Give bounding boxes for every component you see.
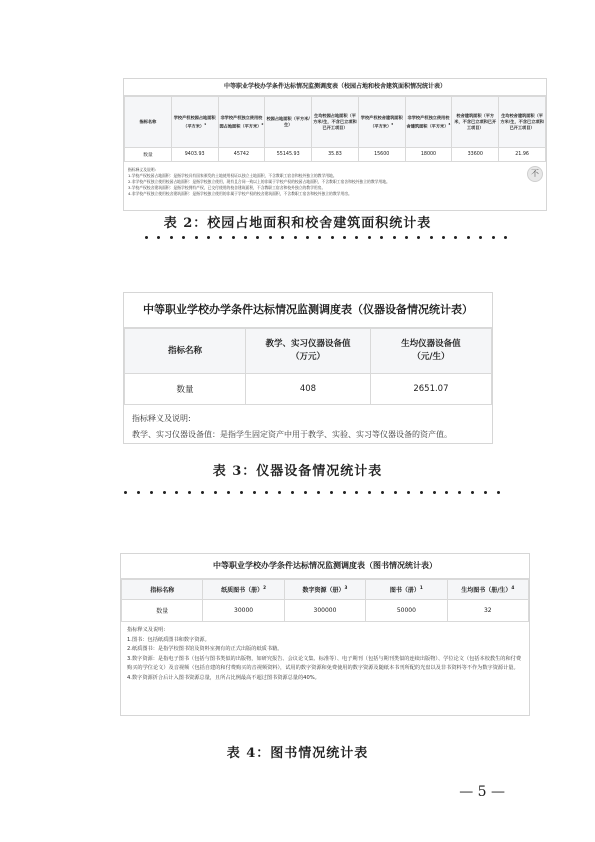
separator-dot — [170, 236, 173, 239]
separator-dot — [278, 491, 281, 494]
table-row — [122, 600, 529, 622]
table2-header: 非学校产权独立使用校园占地面积（平方米）$^2$ — [218, 97, 265, 148]
separator-dot — [484, 491, 487, 494]
separator-dot — [163, 491, 166, 494]
table4-note-line: 3.数字资源：是指电子图书（包括与图书类似的出版物，如研究报告、会议论文集、标准等）、电子期刊（包括与期刊类似的连续出版物）、学位论文（包括本校教生的和付费购买的学位论文）及音视频（包括自建的和付费购买的音视频资料），试用的数字资源和免费使用的数字资源及随纸本书刊所配的光盘以及非书资料等不作为数字资源计量。 — [127, 655, 522, 671]
separator-dot — [232, 236, 235, 239]
separator-dot — [479, 236, 482, 239]
table2-cell: 9403.93 — [171, 148, 218, 162]
table2-header: 指标名称 — [125, 97, 172, 148]
table3-cell: 数量 — [125, 374, 246, 405]
separator-dot — [497, 491, 500, 494]
table4-cell: 32 — [447, 600, 528, 622]
table2-header: 学校产权校园占地面积（平方米）$^1$ — [171, 97, 218, 148]
separator-dot — [195, 236, 198, 239]
table2-header: 生均校园占地面积（平方米/生，不含已立项和已开工项目） — [312, 97, 359, 148]
table2-header: 生均校舍建筑面积（平方米/生，不含已立项和已开工项目） — [499, 97, 546, 148]
table4-header: 生均图书（册/生）$^4$ — [447, 580, 528, 600]
table3-caption: 表 3：仪器设备情况统计表 — [212, 464, 383, 479]
separator-dot — [381, 491, 384, 494]
table2-grid — [124, 96, 546, 162]
separator-dot — [504, 236, 507, 239]
separator-dot — [492, 236, 495, 239]
table2-header: 校舍建筑面积（平方米，不含已立项和已开工项目） — [452, 97, 499, 148]
separator-dot — [405, 236, 408, 239]
separator-dot — [380, 236, 383, 239]
separator-dot — [368, 236, 371, 239]
table3-title: 中等职业学校办学条件达标情况监测调度表（仪器设备情况统计表） — [124, 293, 492, 328]
table2-cell: 35.83 — [312, 148, 359, 162]
separator-dot — [445, 491, 448, 494]
table3-header: 教学、实习仪器设备值 （万元） — [246, 329, 371, 374]
separator-dot — [256, 236, 259, 239]
separator-dot — [291, 491, 294, 494]
separator-dot — [227, 491, 230, 494]
separator-dot — [343, 236, 346, 239]
separator-dot — [281, 236, 284, 239]
table4-notes — [121, 622, 529, 683]
separator-dot — [355, 236, 358, 239]
table2-header: 学校产权校舍建筑面积（平方米）$^3$ — [358, 97, 405, 148]
table4-cell: 数量 — [122, 600, 203, 622]
table4-note-line: 2.纸质图书：是指学校图书馆及资料室拥有的正式出版的纸质书籍。 — [127, 646, 283, 652]
separator-dot — [393, 236, 396, 239]
table4-header: 数字资源（册）$^3$ — [284, 580, 365, 600]
table3-header: 生均仪器设备值 （元/生） — [370, 329, 491, 374]
table4-header: 图书（册）$^1$ — [366, 580, 447, 600]
separator-dot — [188, 491, 191, 494]
separator-dot — [145, 236, 148, 239]
table4-cell: 300000 — [284, 600, 365, 622]
separator-dot — [265, 491, 268, 494]
table4-grid — [121, 579, 529, 622]
table2-note-line: 4.非学校产权独立使用校舍建筑面积：是指学校独立使用的非属于学校产权的校舍建筑面积，不含教职工宿舍和校外独立的教学用房。 — [128, 191, 352, 196]
separator-dot — [157, 236, 160, 239]
table4-caption: 表 4：图书情况统计表 — [226, 746, 369, 761]
separator-dot — [471, 491, 474, 494]
table4-title: 中等职业学校办学条件达标情况监测调度表（图书情况统计表） — [121, 554, 529, 579]
separator-dot — [304, 491, 307, 494]
table4-header: 指标名称 — [122, 580, 203, 600]
table3-notes — [124, 405, 492, 443]
separator-dot — [318, 236, 321, 239]
separator-dot — [182, 236, 185, 239]
table3-panel — [123, 292, 493, 444]
separator-dot — [417, 236, 420, 239]
table2-header: 校园占地面积（平方米/生） — [265, 97, 312, 148]
table-row — [125, 148, 546, 162]
table3-grid — [124, 328, 492, 405]
separator-dot — [294, 236, 297, 239]
separator-dot — [407, 491, 410, 494]
separator-dot — [430, 236, 433, 239]
separator-dot — [433, 491, 436, 494]
table4-note-line: 1.图书：包括纸质图书和数字资源。 — [127, 636, 210, 643]
separator-dot — [368, 491, 371, 494]
table2-note-line: 2.非学校产权独立使用校园占地面积：是指学校独立使用，现有且合同一致以上的非属于学校产权的校园占地面积，不含教职工宿舍和校外独立的教学用地。 — [128, 179, 390, 184]
scroll-top-button[interactable]: 不 — [527, 166, 543, 182]
table4-cell: 30000 — [203, 600, 284, 622]
separator-dot — [442, 236, 445, 239]
table4-note-line: 指标释义及说明: — [127, 627, 166, 633]
table4-note-line: 4.数字资源折合后计入图书资源总量，且所占比例最高不超过图书资源总量的40%。 — [127, 674, 320, 681]
table2-caption: 表 2：校园占地面积和校舍建筑面积统计表 — [163, 216, 432, 231]
table2-note-line: 指标释义及说明: — [128, 167, 156, 172]
dotted-separator — [124, 491, 500, 494]
separator-dot — [454, 236, 457, 239]
table4-cell: 50000 — [366, 600, 447, 622]
separator-dot — [175, 491, 178, 494]
table3-header-row — [125, 329, 492, 374]
table3-header: 指标名称 — [125, 329, 246, 374]
separator-dot — [150, 491, 153, 494]
separator-dot — [244, 236, 247, 239]
table2-note-line: 3.学校产权校舍建筑面积：是指学校拥有产权，已交付使用的校舍建筑面积，不含教职工宿舍和校外独立的教学用房。 — [128, 185, 326, 190]
table2-cell: 33600 — [452, 148, 499, 162]
separator-dot — [343, 491, 346, 494]
table3-note-line: 教学、实习仪器设备值：是指学生固定资产中用于教学、实验、实习等仪器设备的资产值。 — [132, 430, 452, 439]
table2-cell: 15600 — [358, 148, 405, 162]
separator-dot — [458, 491, 461, 494]
table2-cell: 数量 — [125, 148, 172, 162]
table-row — [125, 374, 492, 405]
table2-cell: 55145.93 — [265, 148, 312, 162]
table2-cell: 21.96 — [499, 148, 546, 162]
separator-dot — [467, 236, 470, 239]
table2-note-line: 1.学校产权校园占地面积：是指学校具有国家颁发的土地使用权证以独立土地面积，不含教职工宿舍和校外独立的教学用地。 — [128, 173, 337, 178]
table2-header: 非学校产权独立使用校舍建筑面积（平方米）$^4$ — [405, 97, 452, 148]
table2-notes — [124, 162, 546, 197]
page-number: — 5 — — [459, 784, 505, 800]
separator-dot — [207, 236, 210, 239]
table3-note-line: 指标释义及说明: — [132, 414, 191, 423]
separator-dot — [219, 236, 222, 239]
separator-dot — [394, 491, 397, 494]
table3-cell: 408 — [246, 374, 371, 405]
separator-dot — [331, 236, 334, 239]
table3-cell: 2651.07 — [370, 374, 491, 405]
separator-dot — [201, 491, 204, 494]
separator-dot — [240, 491, 243, 494]
table2-panel — [123, 78, 547, 211]
table4-panel — [120, 553, 530, 716]
table4-header: 纸质图书（册）$^2$ — [203, 580, 284, 600]
separator-dot — [137, 491, 140, 494]
separator-dot — [306, 236, 309, 239]
separator-dot — [355, 491, 358, 494]
separator-dot — [330, 491, 333, 494]
table4-header-row — [122, 580, 529, 600]
table2-cell: 18000 — [405, 148, 452, 162]
separator-dot — [253, 491, 256, 494]
separator-dot — [124, 491, 127, 494]
separator-dot — [214, 491, 217, 494]
table2-header-row — [125, 97, 546, 148]
table2-title: 中等职业学校办学条件达标情况监测调度表（校园占地和校舍建筑面积情况统计表） — [124, 79, 546, 96]
table2-cell: 45742 — [218, 148, 265, 162]
dotted-separator — [145, 236, 507, 239]
separator-dot — [420, 491, 423, 494]
separator-dot — [317, 491, 320, 494]
separator-dot — [269, 236, 272, 239]
